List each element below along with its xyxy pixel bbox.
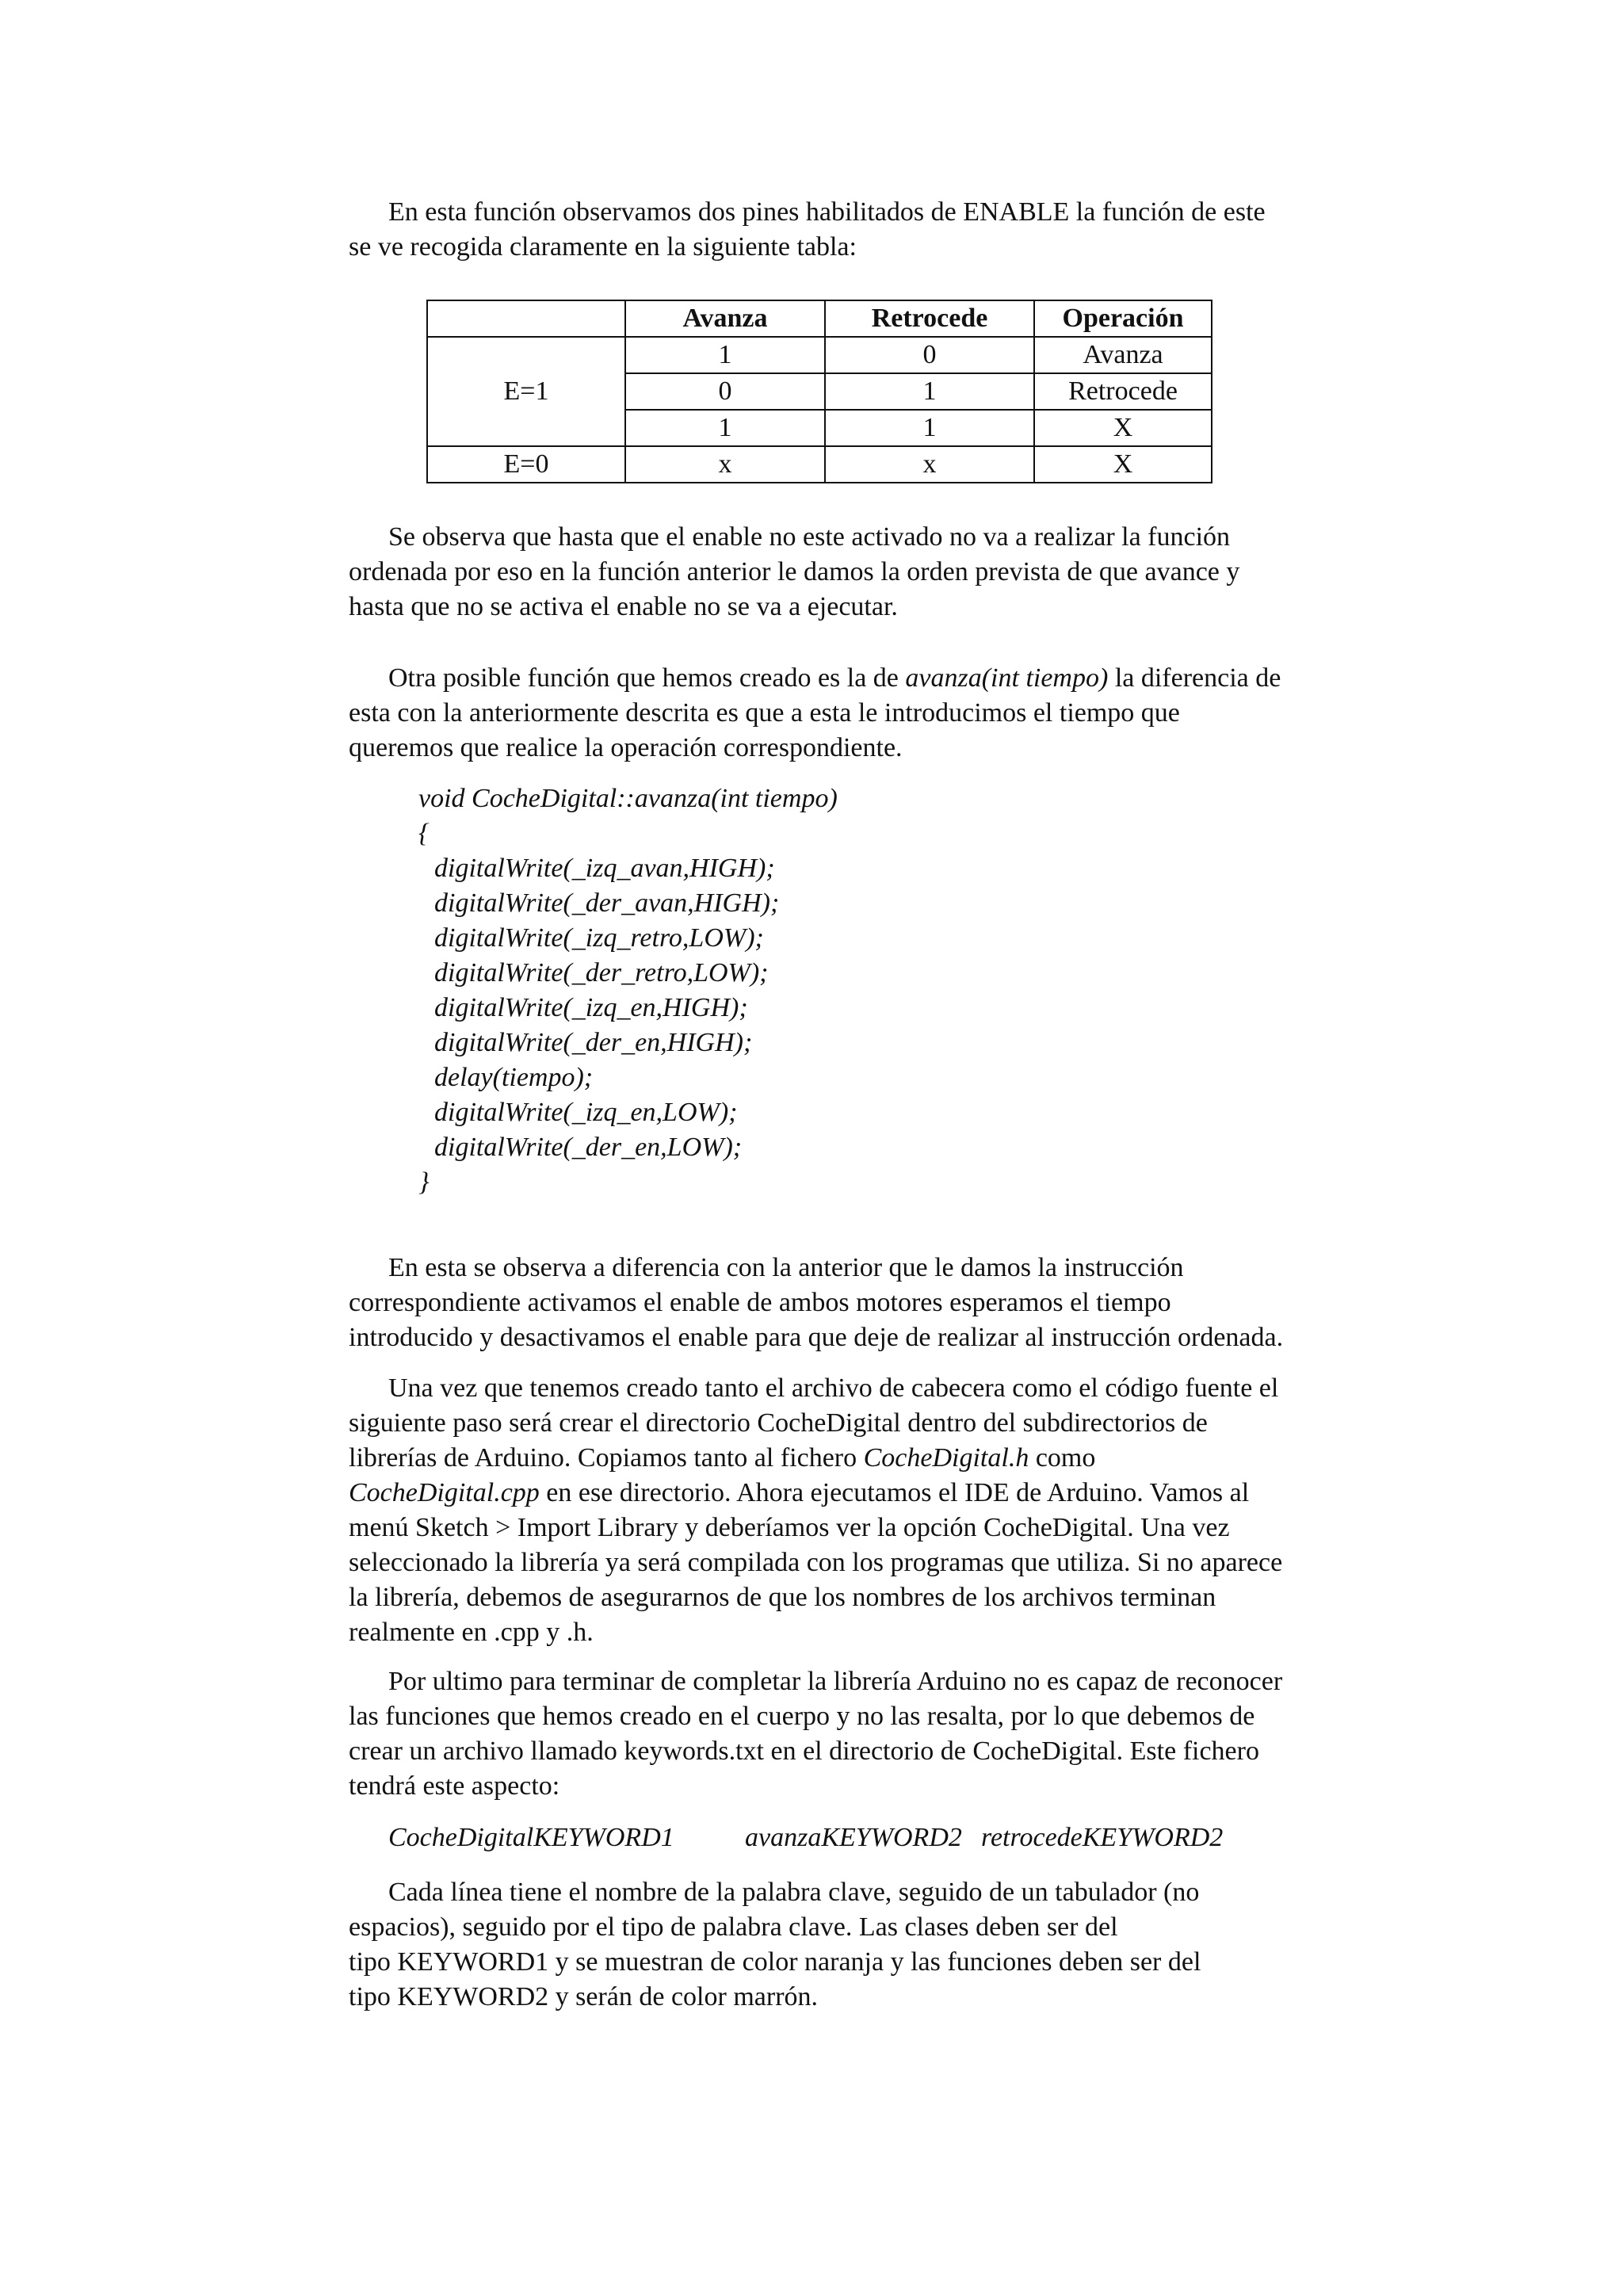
table-header-cell: Avanza: [625, 300, 825, 337]
paragraph-line: crear un archivo llamado keywords.txt en el directorio de CocheDigital. Este fichero: [349, 1736, 1259, 1766]
text-run: librerías de Arduino. Copiamos tanto al fichero: [349, 1443, 864, 1473]
intro-line-1: En esta función observamos dos pines habilitados de ENABLE la función de este: [388, 197, 1266, 227]
enable-truth-table: [426, 300, 1212, 483]
paragraph-line: Cada línea tiene el nombre de la palabra clave, seguido de un tabulador (no: [388, 1878, 1200, 1907]
code-line: digitalWrite(_izq_avan,HIGH);: [434, 854, 775, 883]
table-header-cell: Operación: [1034, 300, 1212, 337]
paragraph-line: ordenada por eso en la función anterior le damos la orden prevista de que avance y: [349, 557, 1240, 586]
intro-line-2: se ve recogida claramente en la siguiente tabla:: [349, 232, 857, 262]
keywords-explanation-paragraph: [349, 1875, 1403, 2015]
code-line: digitalWrite(_der_en,HIGH);: [434, 1028, 753, 1057]
paragraph-line: esta con la anteriormente descrita es que a esta le introducimos el tiempo que: [349, 698, 1180, 728]
paragraph-line: introducido y desactivamos el enable para que deje de realizar al instrucción ordenada.: [349, 1323, 1284, 1352]
paragraph-line: siguiente paso será crear el directorio CocheDigital dentro del subdirectorios de: [349, 1408, 1208, 1438]
table-cell: x: [625, 446, 825, 483]
table-cell: 0: [825, 337, 1034, 373]
table-header-row: [427, 300, 1212, 337]
function-name: avanza(int tiempo): [905, 663, 1109, 693]
enable-explanation-paragraph: [349, 520, 1403, 625]
table-cell: Avanza: [1034, 337, 1212, 373]
code-line: digitalWrite(_der_avan,HIGH);: [434, 888, 780, 918]
table-header-cell: Retrocede: [825, 300, 1034, 337]
paragraph-line: hasta que no se activa el enable no se va a ejecutar.: [349, 592, 898, 621]
paragraph-line: En esta se observa a diferencia con la anterior que le damos la instrucción: [388, 1253, 1184, 1282]
table-cell: 1: [625, 337, 825, 373]
intro-paragraph: [349, 195, 1403, 265]
keywords-example-line: [388, 1820, 1223, 1855]
code-line: digitalWrite(_der_en,LOW);: [434, 1133, 743, 1162]
paragraph-line: correspondiente activamos el enable de ambos motores esperamos el tiempo: [349, 1288, 1171, 1317]
paragraph-line: Una vez que tenemos creado tanto el archivo de cabecera como el código fuente el: [388, 1373, 1279, 1403]
paragraph-line: Se observa que hasta que el enable no este activado no va a realizar la función: [388, 522, 1231, 552]
keyword-entry: retrocedeKEYWORD2: [981, 1823, 1224, 1852]
paragraph-line: [349, 1476, 1403, 1511]
table-group-cell-e1: E=1: [427, 337, 625, 446]
table-cell: 1: [825, 373, 1034, 410]
table-cell: 0: [625, 373, 825, 410]
table-cell: X: [1034, 410, 1212, 446]
code-line: digitalWrite(_izq_retro,LOW);: [434, 923, 764, 953]
paragraph-line: espacios), seguido por el tipo de palabra clave. Las clases deben ser del: [349, 1912, 1118, 1942]
code-close-brace: }: [418, 1167, 430, 1197]
code-line: digitalWrite(_der_retro,LOW);: [434, 958, 769, 988]
paragraph-line: seleccionado la librería ya será compilada con los programas que utiliza. Si no aparece: [349, 1548, 1283, 1577]
paragraph-line: realmente en .cpp y .h.: [349, 1618, 594, 1647]
code-block: [418, 781, 838, 1200]
paragraph-line: [349, 1441, 1403, 1476]
table-cell: x: [825, 446, 1034, 483]
code-signature: void CocheDigital::avanza(int tiempo): [418, 784, 838, 813]
avanza-explanation-paragraph: [349, 1251, 1403, 1355]
code-line: digitalWrite(_izq_en,HIGH);: [434, 993, 748, 1022]
text-run: la diferencia de: [1108, 663, 1281, 693]
table-row: [427, 446, 1212, 483]
text-run: como: [1029, 1443, 1096, 1473]
table-header-cell: [427, 300, 625, 337]
paragraph-line: Por ultimo para terminar de completar la librería Arduino no es capaz de reconocer: [388, 1667, 1283, 1696]
text-run: en ese directorio. Ahora ejecutamos el IDE de Arduino. Vamos al: [539, 1478, 1250, 1507]
table-group-cell-e0: E=0: [427, 446, 625, 483]
file-name: CocheDigital.h: [863, 1443, 1029, 1473]
table-cell: X: [1034, 446, 1212, 483]
avanza-intro-paragraph: [349, 661, 1403, 766]
code-line: digitalWrite(_izq_en,LOW);: [434, 1098, 738, 1127]
table-row: [427, 337, 1212, 373]
paragraph-line: tipo KEYWORD1 y se muestran de color naranja y las funciones deben ser del: [349, 1947, 1201, 1977]
paragraph-line: [349, 661, 1403, 696]
table-cell: 1: [625, 410, 825, 446]
code-open-brace: {: [418, 819, 430, 848]
text-run: Otra posible función que hemos creado es la de: [388, 663, 906, 693]
table-cell: Retrocede: [1034, 373, 1212, 410]
keyword-entry: avanzaKEYWORD2: [745, 1823, 962, 1852]
paragraph-line: tipo KEYWORD2 y serán de color marrón.: [349, 1982, 819, 2011]
code-line: delay(tiempo);: [434, 1063, 594, 1092]
table-cell: 1: [825, 410, 1034, 446]
library-install-paragraph: [349, 1371, 1403, 1650]
paragraph-line: menú Sketch > Import Library y deberíamos ver la opción CocheDigital. Una vez: [349, 1513, 1230, 1542]
keywords-intro-paragraph: [349, 1664, 1403, 1804]
paragraph-line: tendrá este aspecto:: [349, 1771, 560, 1801]
paragraph-line: queremos que realice la operación correspondiente.: [349, 733, 903, 762]
keyword-entry: CocheDigitalKEYWORD1: [388, 1823, 674, 1852]
paragraph-line: la librería, debemos de asegurarnos de que los nombres de los archivos terminan: [349, 1583, 1216, 1612]
paragraph-line: las funciones que hemos creado en el cuerpo y no las resalta, por lo que debemos de: [349, 1702, 1255, 1731]
file-name: CocheDigital.cpp: [349, 1478, 540, 1507]
